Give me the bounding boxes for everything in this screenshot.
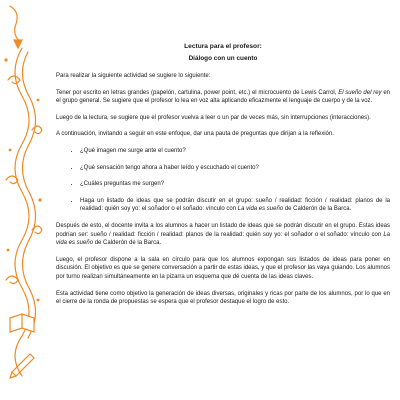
list-item: • Haga un listado de ideas que se podrán discutir en el grupo: sueño / realidad: ficción / realidad: planos de la realidad: quién soy yo: el soñador o el soñado: vínculo con La vida es sueño de Calderón de la Barca. (80, 197, 390, 214)
document-subtitle: Diálogo con un cuento (188, 55, 258, 62)
paragraph-6: Esta actividad tiene como objetivo la generación de ideas diversas, originales y ricas por parte de los alumnos, por lo que en el cierre de la ronda de propuestas se espera que el profesor destaque el logro de esto. (56, 290, 390, 306)
list-item: • ¿Qué sensación tengo ahora a haber leído y escuchado el cuento? (80, 164, 390, 173)
paragraph-3: A continuación, invitando a seguir en este enfoque, dar una pauta de preguntas que dirijan a la reflexión. (56, 131, 334, 138)
list-item: • ¿Qué imagen me surge ante el cuento? (80, 147, 390, 156)
document-title: Lectura para el profesor: (184, 43, 262, 50)
question-list (56, 147, 390, 214)
pencil-icon (10, 354, 34, 378)
paragraph-5: Luego, el profesor dispone a la sala en círculo para que los alumnos expongan sus listados de ideas para poner en discusión. El objetivo es que se genere conversación a partir de estas ideas, y que el profesor las vaya guiando. Los alumnos por turno realizan simultáneamente en la pizarra un esquema que dé cuenta de las ideas claves. (56, 256, 390, 280)
document-body (56, 42, 390, 315)
book-icon (10, 314, 34, 332)
paragraph-2: Luego de la lectura, se sugiere que el profesor vuelva a leer o un par de veces más, sin interrupciones (interacciones). (56, 114, 371, 121)
decorative-border (0, 0, 46, 400)
story-title: El sueño del rey (338, 89, 382, 96)
intro-paragraph: Para realizar la siguiente actividad se sugiere lo siguiente: (56, 73, 211, 79)
paragraph-1: Tener por escrito en letras grandes (papelón, cartulina, power point, etc.) el microcuento de Lewis Carrol, El sueño del rey en el grupo general. Se sugiere que el profesor lo lea en voz alta aplicando eficazmente el lenguaje de cuerpo y de la voz. (56, 89, 390, 105)
paragraph-4: Después de esto, el docente invita a los alumnos a hacer un listado de ideas que se podrán discutir en el grupo. Estas ideas podrían ser: sueño / realidad: ficción / realidad: planos de la realidad: quién soy yo: el soñador o el soñado: vínculo con La vida es sueño de Calderón de la Barca. (56, 222, 390, 247)
list-item: • ¿Cuáles preguntas me surgen? (80, 180, 390, 189)
